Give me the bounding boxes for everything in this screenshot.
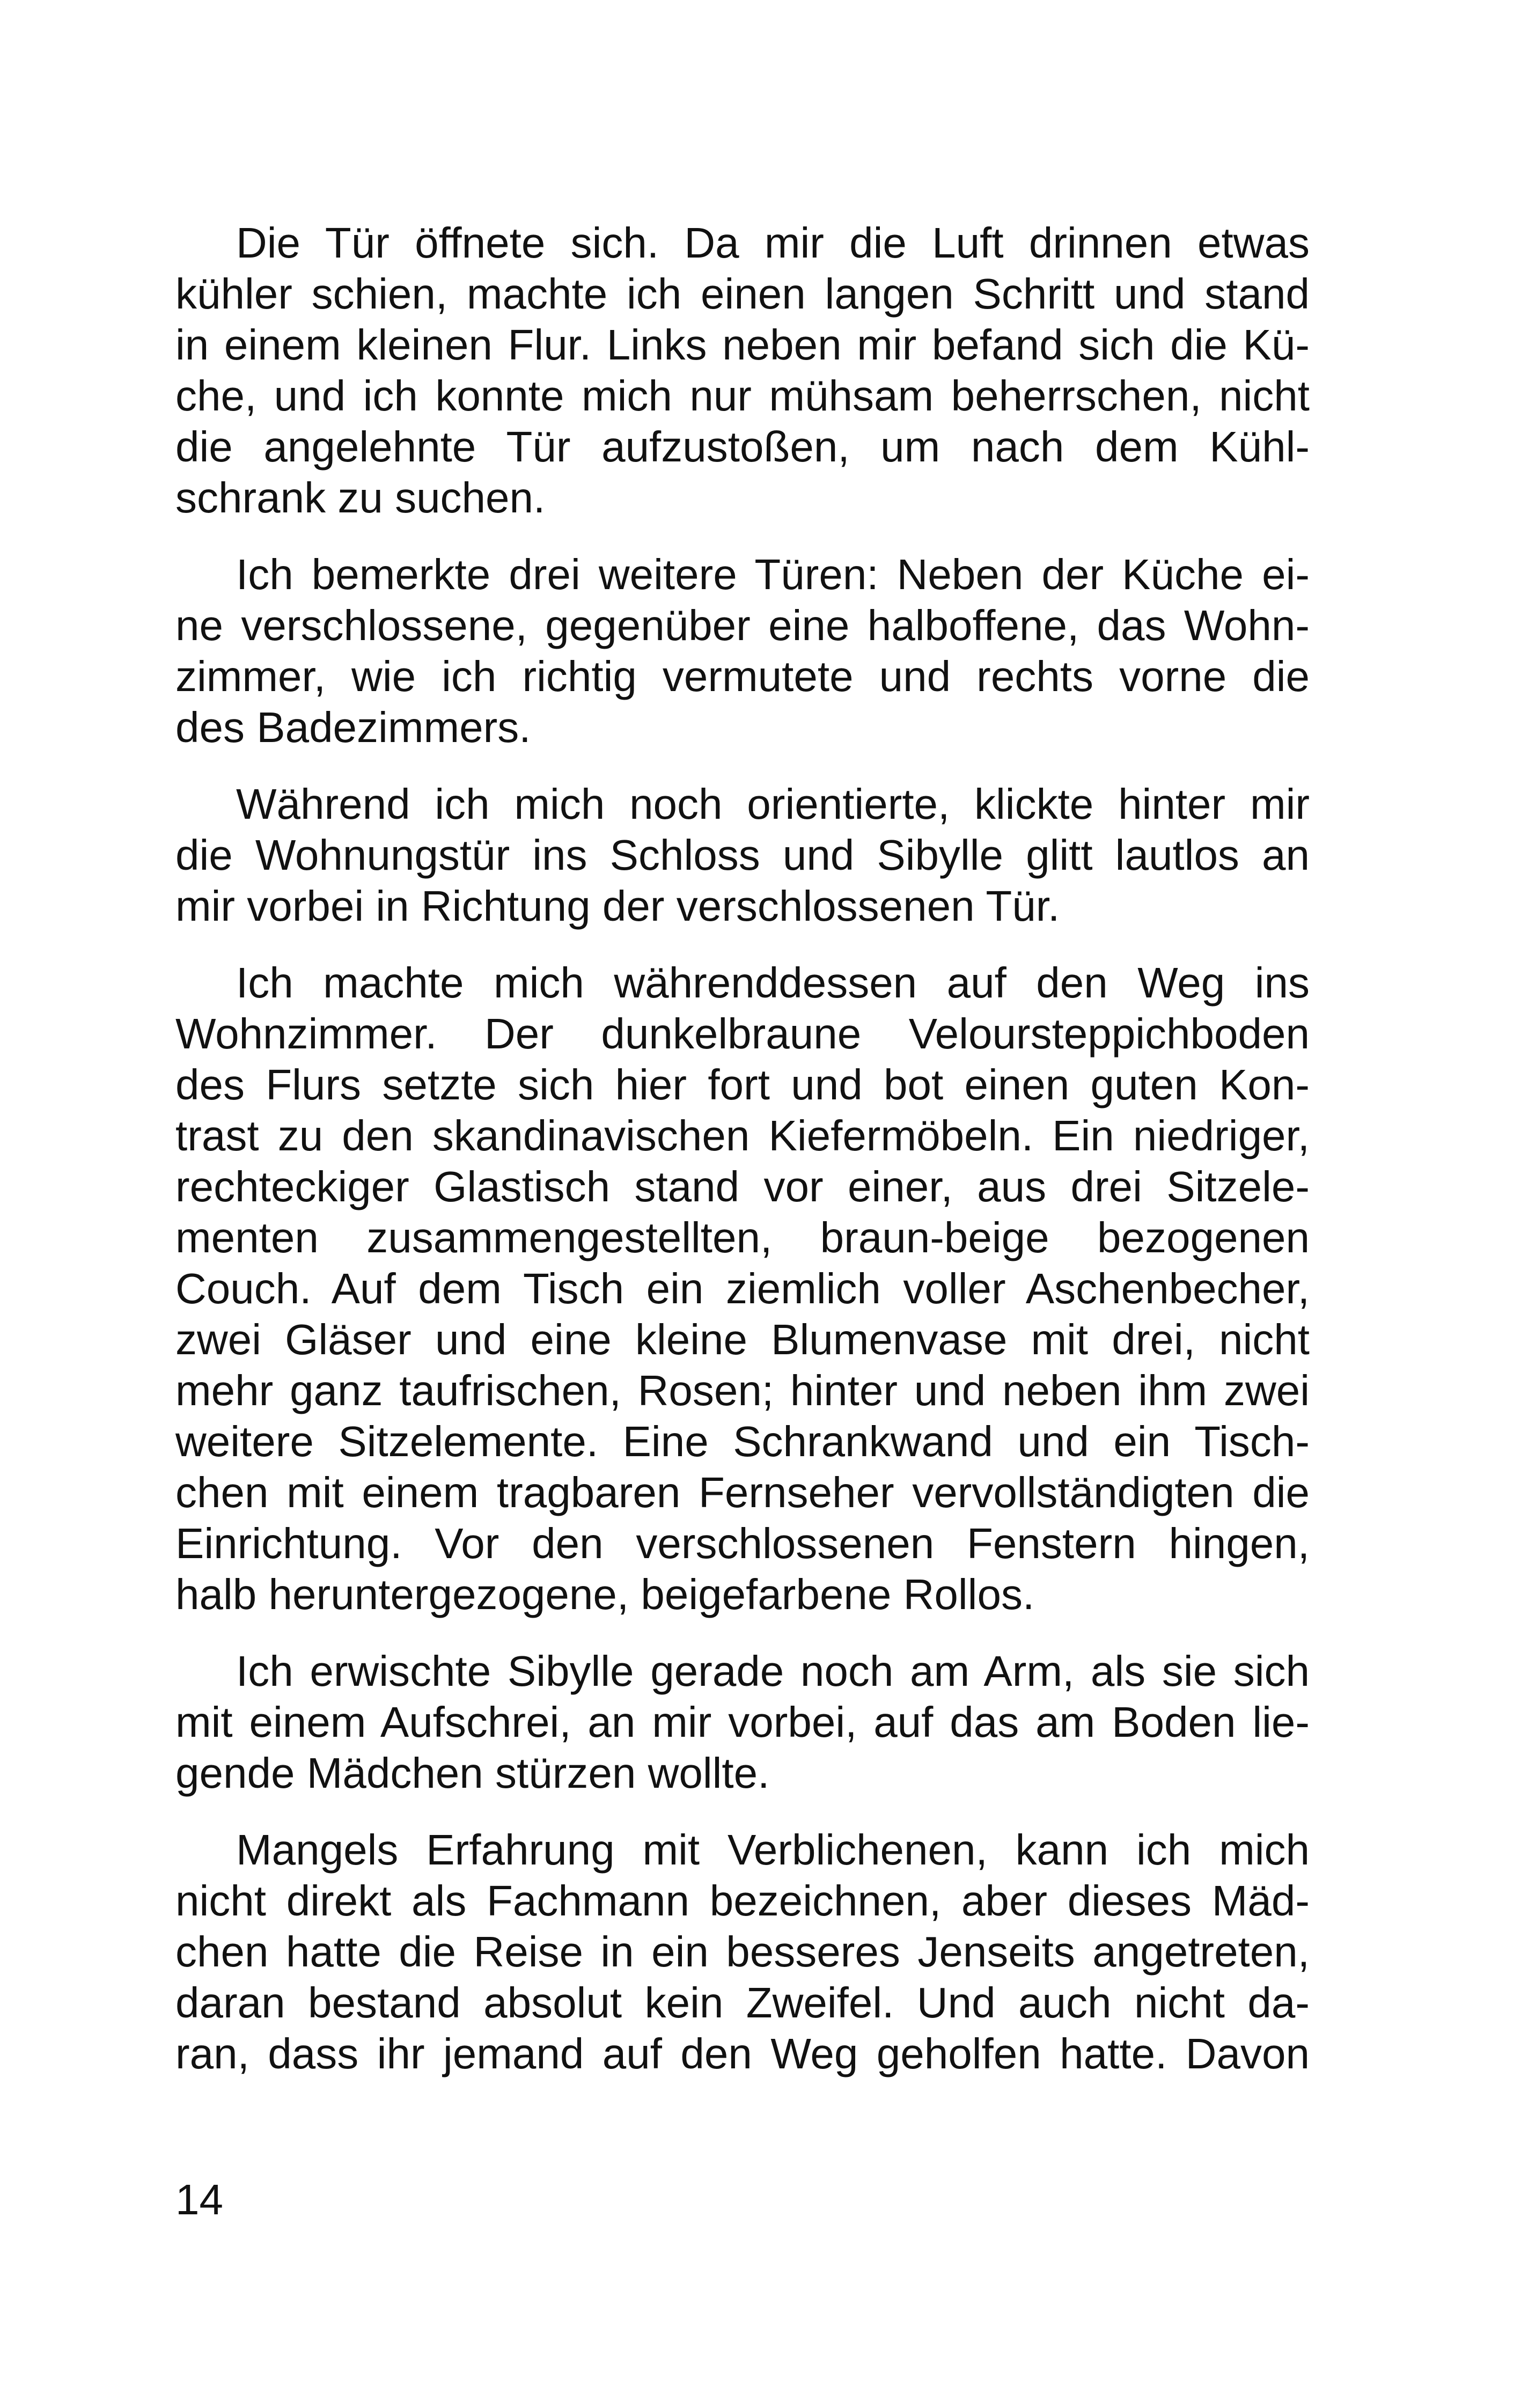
text-line: zwei Gläser und eine kleine Blumenvase mit drei, nicht: [175, 1316, 1310, 1363]
text-line: chen hatte die Reise in ein besseres Jenseits angetreten,: [175, 1928, 1310, 1976]
text-line: halb heruntergezogene, beigefarbene Rollos.: [175, 1570, 1035, 1618]
text-line: kühler schien, machte ich einen langen Schritt und stand: [175, 270, 1310, 318]
text-line: weitere Sitzelemente. Eine Schrankwand und ein Tisch-: [175, 1418, 1310, 1465]
text-line: daran bestand absolut kein Zweifel. Und auch nicht da-: [175, 1979, 1310, 2027]
text-line: Couch. Auf dem Tisch ein ziemlich voller Aschenbecher,: [175, 1265, 1310, 1312]
text-line: des Badezimmers.: [175, 703, 531, 751]
paragraph: [175, 1646, 1310, 1798]
text-line: die Wohnungstür ins Schloss und Sibylle glitt lautlos an: [175, 831, 1310, 879]
text-line: die angelehnte Tür aufzustoßen, um nach dem Kühl-: [175, 423, 1310, 471]
paragraph: [175, 1824, 1310, 2079]
text-line: ran, dass ihr jemand auf den Weg geholfen hatte. Davon: [175, 2030, 1310, 2077]
text-line: trast zu den skandinavischen Kiefermöbeln. Ein niedriger,: [175, 1112, 1310, 1159]
text-line: Wohnzimmer. Der dunkelbraune Veloursteppichboden: [175, 1010, 1310, 1058]
text-line: gende Mädchen stürzen wollte.: [175, 1749, 770, 1797]
text-line: mehr ganz taufrischen, Rosen; hinter und neben ihm zwei: [175, 1367, 1310, 1414]
paragraph: [175, 957, 1310, 1620]
text-line: menten zusammengestellten, braun-beige bezogenen: [175, 1214, 1310, 1261]
body-text: [175, 217, 1310, 2105]
text-line: Ich machte mich währenddessen auf den Weg ins: [236, 959, 1310, 1007]
text-line: Mangels Erfahrung mit Verblichenen, kann ich mich: [236, 1826, 1310, 1874]
text-line: Ich bemerkte drei weitere Türen: Neben der Küche ei-: [236, 550, 1310, 598]
text-line: ne verschlossene, gegenüber eine halboffene, das Wohn-: [175, 601, 1310, 649]
text-line: rechteckiger Glastisch stand vor einer, aus drei Sitzele-: [175, 1163, 1310, 1210]
text-line: chen mit einem tragbaren Fernseher vervollständigten die: [175, 1469, 1310, 1516]
paragraph: [175, 779, 1310, 931]
text-line: Ich erwischte Sibylle gerade noch am Arm, als sie sich: [236, 1647, 1310, 1695]
text-line: des Flurs setzte sich hier fort und bot einen guten Kon-: [175, 1061, 1310, 1108]
text-line: mir vorbei in Richtung der verschlossenen Tür.: [175, 882, 1060, 930]
text-line: mit einem Aufschrei, an mir vorbei, auf das am Boden lie-: [175, 1698, 1310, 1746]
text-line: schrank zu suchen.: [175, 474, 546, 522]
text-line: nicht direkt als Fachmann bezeichnen, aber dieses Mäd-: [175, 1877, 1310, 1925]
text-line: Einrichtung. Vor den verschlossenen Fenstern hingen,: [175, 1519, 1310, 1567]
text-line: zimmer, wie ich richtig vermutete und rechts vorne die: [175, 652, 1310, 700]
text-line: che, und ich konnte mich nur mühsam beherrschen, nicht: [175, 372, 1310, 420]
text-line: Die Tür öffnete sich. Da mir die Luft drinnen etwas: [236, 219, 1310, 267]
text-line: Während ich mich noch orientierte, klickte hinter mir: [236, 780, 1310, 828]
page-number: 14: [175, 2176, 223, 2223]
paragraph: [175, 217, 1310, 523]
paragraph: [175, 549, 1310, 753]
text-line: in einem kleinen Flur. Links neben mir befand sich die Kü-: [175, 321, 1310, 369]
